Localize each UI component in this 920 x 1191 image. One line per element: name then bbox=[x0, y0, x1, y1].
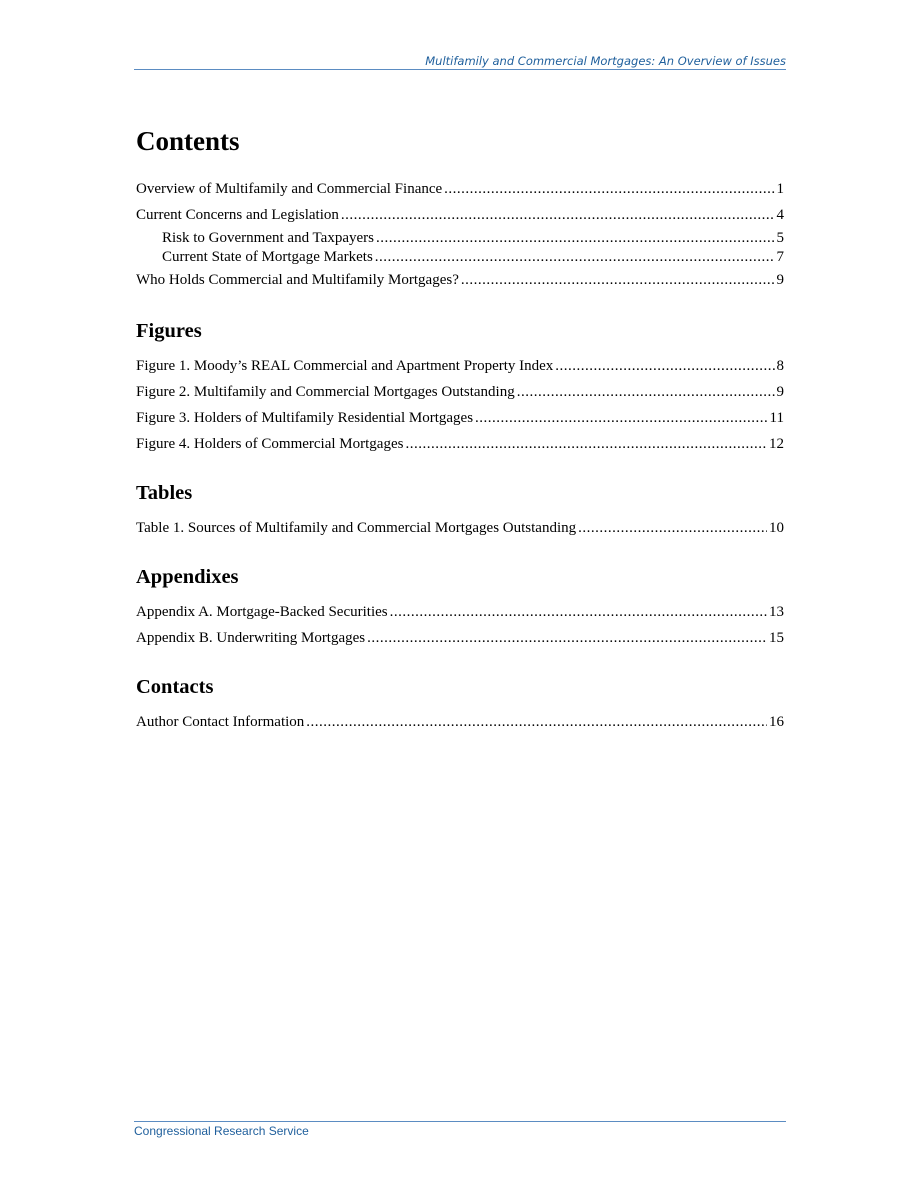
toc-entry-current-concerns[interactable] bbox=[136, 206, 784, 225]
dot-leader bbox=[376, 229, 775, 248]
toc-entry-appendix-a[interactable] bbox=[136, 603, 784, 622]
dot-leader bbox=[475, 409, 768, 428]
dot-leader bbox=[375, 248, 775, 267]
toc-entry-author-contact[interactable] bbox=[136, 713, 784, 732]
contacts-title: Contacts bbox=[136, 676, 214, 698]
toc-entry-label: Who Holds Commercial and Multifamily Mortgages? bbox=[136, 272, 459, 288]
toc-entry-page: 9 bbox=[776, 384, 784, 400]
header-rule bbox=[134, 69, 786, 70]
toc-entry-figure-3[interactable] bbox=[136, 409, 784, 428]
toc-entry-label: Appendix A. Mortgage-Backed Securities bbox=[136, 604, 388, 620]
toc-entry-label: Author Contact Information bbox=[136, 714, 305, 730]
appendixes-title: Appendixes bbox=[136, 566, 239, 588]
contents-title: Contents bbox=[136, 126, 240, 156]
toc-entry-page: 12 bbox=[769, 436, 784, 452]
dot-leader bbox=[461, 271, 775, 290]
figures-title: Figures bbox=[136, 320, 202, 342]
figures-section bbox=[136, 318, 784, 454]
toc-entry-page: 8 bbox=[776, 358, 784, 374]
toc-entry-label: Appendix B. Underwriting Mortgages bbox=[136, 630, 366, 646]
toc-entry-label: Figure 1. Moody’s REAL Commercial and Apartment Property Index bbox=[136, 358, 554, 374]
dot-leader bbox=[517, 383, 775, 402]
contacts-section bbox=[136, 674, 784, 732]
toc-entry-page: 1 bbox=[776, 181, 784, 197]
tables-section bbox=[136, 480, 784, 538]
dot-leader bbox=[390, 603, 767, 622]
toc-entry-appendix-b[interactable] bbox=[136, 629, 784, 648]
toc-entry-page: 7 bbox=[776, 249, 784, 265]
toc-entry-page: 11 bbox=[769, 410, 784, 426]
toc-entry-page: 4 bbox=[776, 207, 784, 223]
dot-leader bbox=[555, 357, 774, 376]
toc-entry-label: Current Concerns and Legislation bbox=[136, 207, 339, 223]
toc-entry-table-1[interactable] bbox=[136, 519, 784, 538]
toc-entry-who-holds[interactable] bbox=[136, 271, 784, 290]
toc-entry-label: Overview of Multifamily and Commercial Finance bbox=[136, 181, 443, 197]
toc-entry-label: Risk to Government and Taxpayers bbox=[162, 230, 374, 246]
toc-entry-label: Table 1. Sources of Multifamily and Commercial Mortgages Outstanding bbox=[136, 520, 577, 536]
toc-entry-page: 15 bbox=[769, 630, 784, 646]
toc-entry-page: 5 bbox=[776, 230, 784, 246]
running-footer: Congressional Research Service bbox=[134, 1121, 786, 1138]
toc-entry-label: Figure 3. Holders of Multifamily Residential Mortgages bbox=[136, 410, 474, 426]
toc-entry-overview[interactable] bbox=[136, 180, 784, 199]
dot-leader bbox=[341, 206, 775, 225]
tables-title: Tables bbox=[136, 482, 193, 504]
contents-list bbox=[136, 180, 784, 290]
toc-entry-page: 13 bbox=[769, 604, 784, 620]
toc-entry-mortgage-markets[interactable] bbox=[136, 248, 784, 267]
running-header: Multifamily and Commercial Mortgages: An Overview of Issues bbox=[425, 54, 786, 68]
toc-entry-label: Current State of Mortgage Markets bbox=[162, 249, 373, 265]
toc-entry-page: 16 bbox=[769, 714, 784, 730]
table-of-contents bbox=[136, 124, 784, 739]
toc-entry-figure-4[interactable] bbox=[136, 435, 784, 454]
toc-entry-risk-to-government[interactable] bbox=[136, 229, 784, 248]
toc-entry-label: Figure 2. Multifamily and Commercial Mortgages Outstanding bbox=[136, 384, 515, 400]
dot-leader bbox=[444, 180, 774, 199]
toc-entry-label: Figure 4. Holders of Commercial Mortgages bbox=[136, 436, 404, 452]
toc-entry-page: 10 bbox=[769, 520, 784, 536]
dot-leader bbox=[405, 435, 767, 454]
dot-leader bbox=[578, 519, 767, 538]
dot-leader bbox=[367, 629, 767, 648]
toc-entry-page: 9 bbox=[776, 272, 784, 288]
toc-entry-figure-1[interactable] bbox=[136, 357, 784, 376]
toc-entry-figure-2[interactable] bbox=[136, 383, 784, 402]
appendixes-section bbox=[136, 564, 784, 648]
dot-leader bbox=[306, 713, 767, 732]
